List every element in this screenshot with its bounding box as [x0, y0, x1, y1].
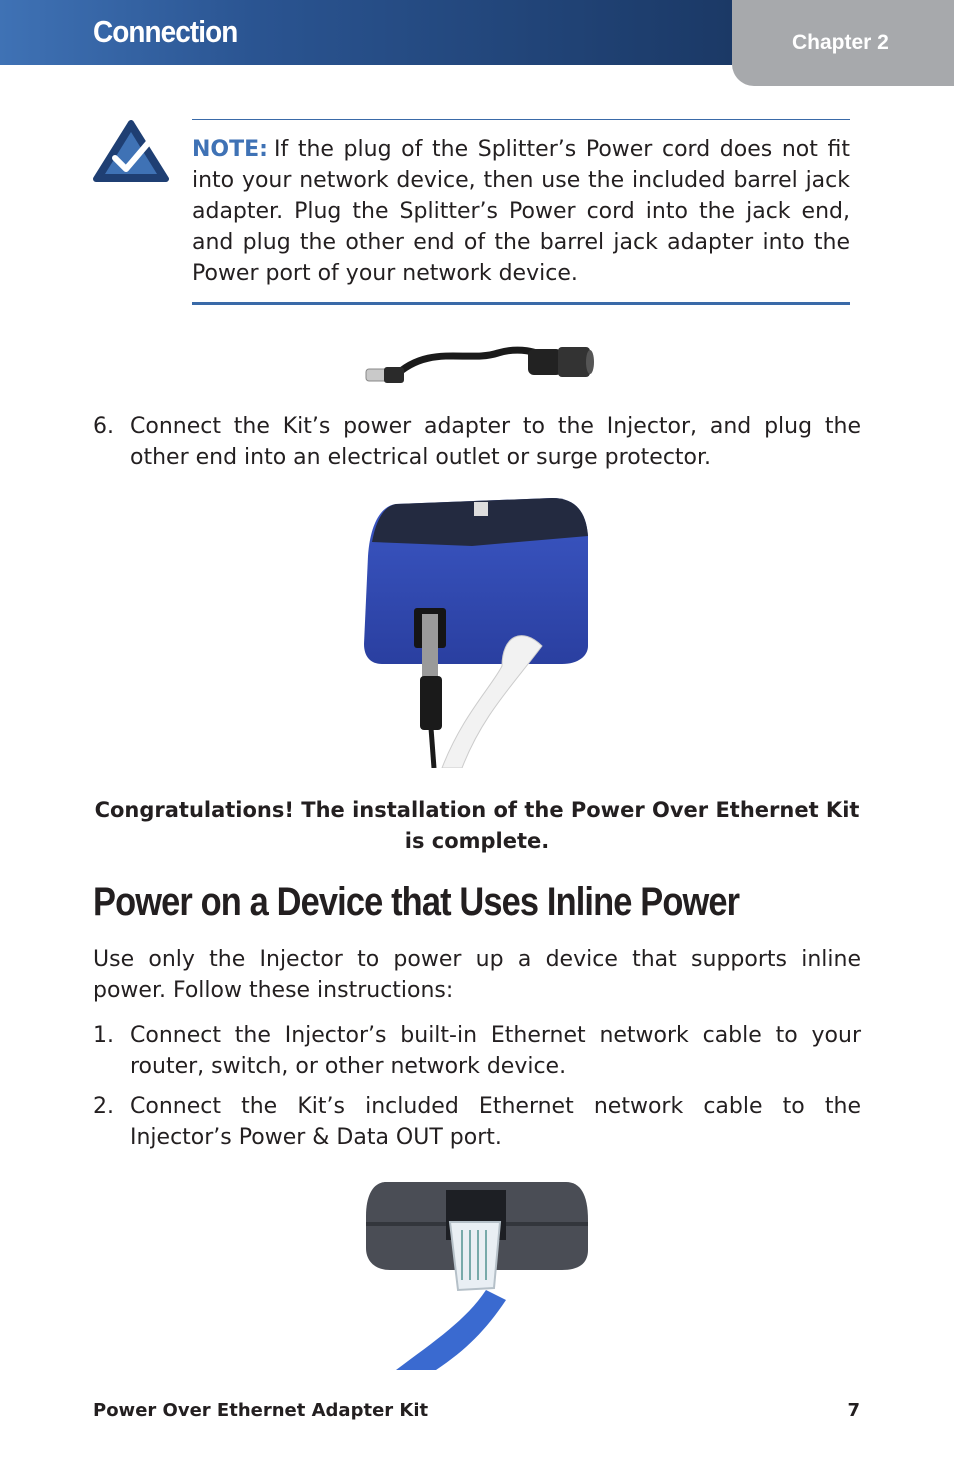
barrel-jack-adapter-image [358, 333, 598, 388]
chapter-label: Chapter 2 [792, 31, 889, 54]
checkmark-icon [93, 120, 169, 184]
step-number: 2. [93, 1094, 114, 1119]
step-number: 6. [93, 414, 114, 439]
note-label: NOTE: [192, 137, 268, 162]
page-section-title: Connection [93, 14, 238, 49]
congratulations-message: Congratulations! The installation of the Power Over Ethernet Kit is complete. [94, 798, 860, 853]
note-paragraph [192, 134, 850, 289]
step-text: Connect the Injector’s built-in Ethernet network cable to your router, switch, or other network device. [130, 1023, 861, 1079]
chapter-tab [732, 0, 954, 86]
note-box [192, 119, 850, 305]
footer-product-name: Power Over Ethernet Adapter Kit [93, 1400, 429, 1421]
section-heading: Power on a Device that Uses Inline Power [93, 880, 740, 924]
note-text: If the plug of the Splitter’s Power cord does not fit into your network device, then use the included barrel jack adapter. Plug the Splitter’s Power cord into the jack end, and plug the other end of the barrel jack adapter into the Power port of your network device. [192, 137, 850, 286]
intro-paragraph: Use only the Injector to power up a device that supports inline power. Follow these instructions: [93, 947, 861, 1003]
footer-page-number: 7 [847, 1400, 860, 1421]
step-number: 1. [93, 1023, 114, 1048]
step-text: Connect the Kit’s included Ethernet network cable to the Injector’s Power & Data OUT port. [130, 1094, 861, 1150]
injector-power-image [362, 496, 592, 768]
injector-ethernet-image [366, 1180, 588, 1370]
step-text: Connect the Kit’s power adapter to the Injector, and plug the other end into an electrical outlet or surge protector. [130, 414, 861, 470]
